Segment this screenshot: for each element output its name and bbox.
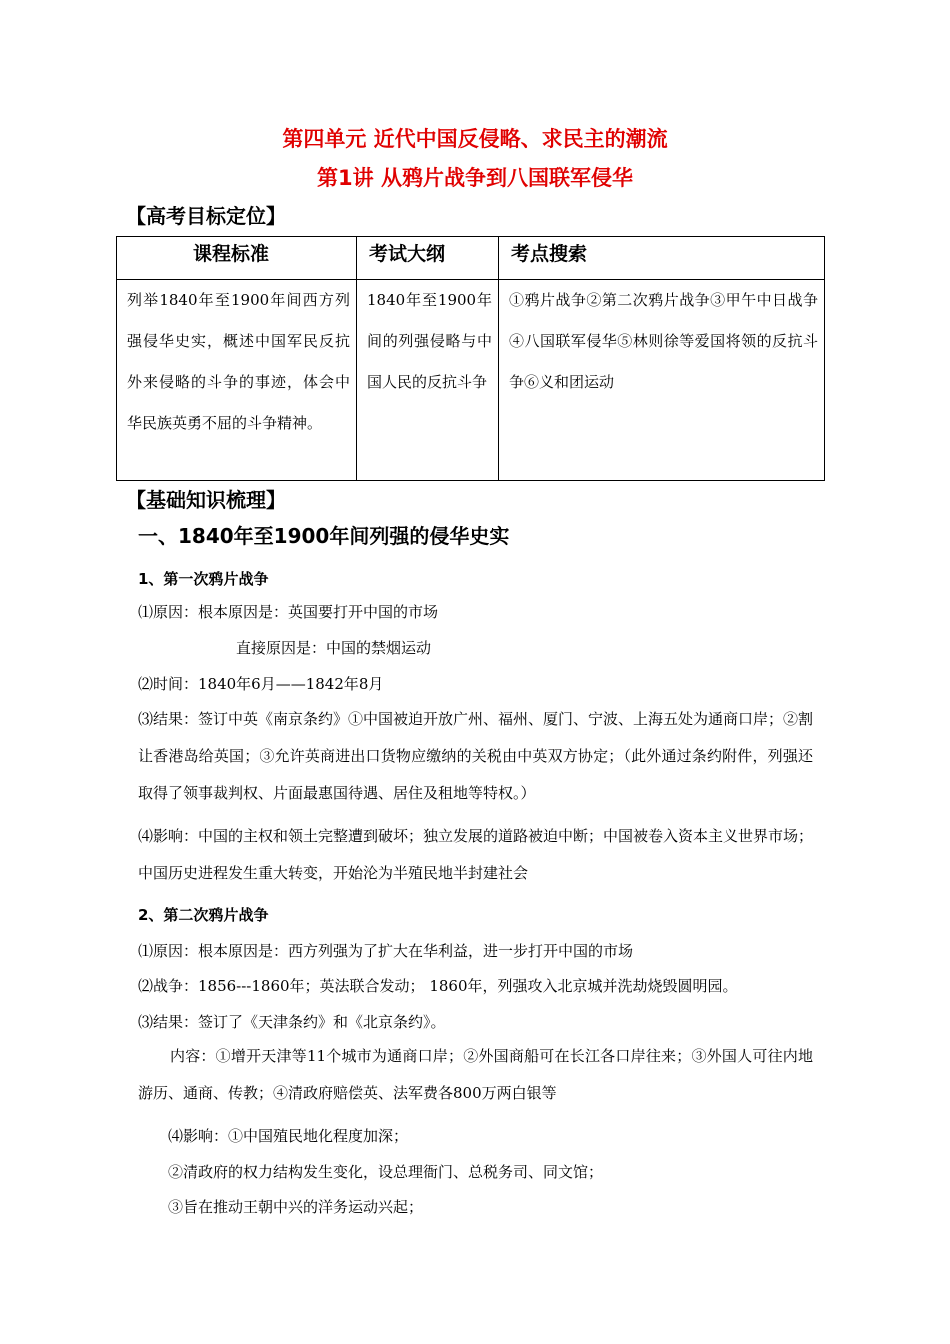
- war1-time: ⑵时间：1840年6月——1842年8月: [138, 675, 384, 693]
- basics-heading: 【基础知识梳理】: [126, 488, 286, 512]
- war1-cause-direct: 直接原因是：中国的禁烟运动: [236, 639, 432, 657]
- war2-cause: ⑴原因：根本原因是：西方列强为了扩大在华利益，进一步打开中国的市场: [138, 942, 634, 960]
- goal-table: [116, 236, 825, 481]
- war1-impact: ⑷影响：中国的主权和领土完整遭到破坏；独立发展的道路被迫中断；中国被卷入资本主义世界市场；中国历史进程发生重大转变，开始沦为半殖民地半封建社会: [138, 827, 814, 882]
- war2-impact-2: ②清政府的权力结构发生变化，设总理衙门、总税务司、同文馆；: [168, 1163, 604, 1181]
- table-header-row: [117, 237, 825, 280]
- war1-heading: 1、第一次鸦片战争: [138, 570, 269, 588]
- war2-heading: 2、第二次鸦片战争: [138, 906, 269, 924]
- goal-heading: 【高考目标定位】: [126, 204, 286, 228]
- war2-impact-1: ⑷影响：①中国殖民地化程度加深；: [168, 1127, 409, 1145]
- part1-heading: 一、1840年至1900年间列强的侵华史实: [138, 524, 510, 548]
- table-cell-curriculum: 列举1840年至1900年间西方列强侵华史实，概述中国军民反抗外来侵略的斗争的事迹，体会中华民族英勇不屈的斗争精神。: [117, 280, 357, 481]
- war1-cause-root: ⑴原因：根本原因是：英国要打开中国的市场: [138, 603, 439, 621]
- table-header-curriculum: 课程标准: [117, 237, 357, 280]
- table-header-syllabus: 考试大纲: [357, 237, 499, 280]
- table-cell-keypoints: ①鸦片战争②第二次鸦片战争③甲午中日战争④八国联军侵华⑤林则徐等爱国将领的反抗斗争⑥义和团运动: [499, 280, 825, 481]
- table-header-keypoints: 考点搜索: [499, 237, 825, 280]
- lecture-title: 第1讲 从鸦片战争到八国联军侵华: [317, 166, 633, 190]
- war2-result: ⑶结果：签订了《天津条约》和《北京条约》。: [138, 1013, 446, 1031]
- unit-title: 第四单元 近代中国反侵略、求民主的潮流: [282, 127, 668, 151]
- war1-result: ⑶结果：签订中英《南京条约》①中国被迫开放广州、福州、厦门、宁波、上海五处为通商口岸；②割让香港岛给英国；③允许英商进出口货物应缴纳的关税由中英双方协定；（此外通过条约附件，列强还取得了领事裁判权、片面最惠国待遇、居住及租地等特权。）: [138, 710, 814, 802]
- war2-war: ⑵战争：1856---1860年；英法联合发动； 1860年，列强攻入北京城并洗劫烧毁圆明园。: [138, 977, 738, 995]
- table-row: [117, 280, 825, 481]
- war2-impact-3: ③旨在推动王朝中兴的洋务运动兴起；: [168, 1198, 424, 1216]
- war2-content: 内容：①增开天津等11个城市为通商口岸；②外国商船可在长江各口岸往来；③外国人可往内地游历、通商、传教；④清政府赔偿英、法军费各800万两白银等: [138, 1047, 813, 1102]
- table-cell-syllabus: 1840年至1900年间的列强侵略与中国人民的反抗斗争: [357, 280, 499, 481]
